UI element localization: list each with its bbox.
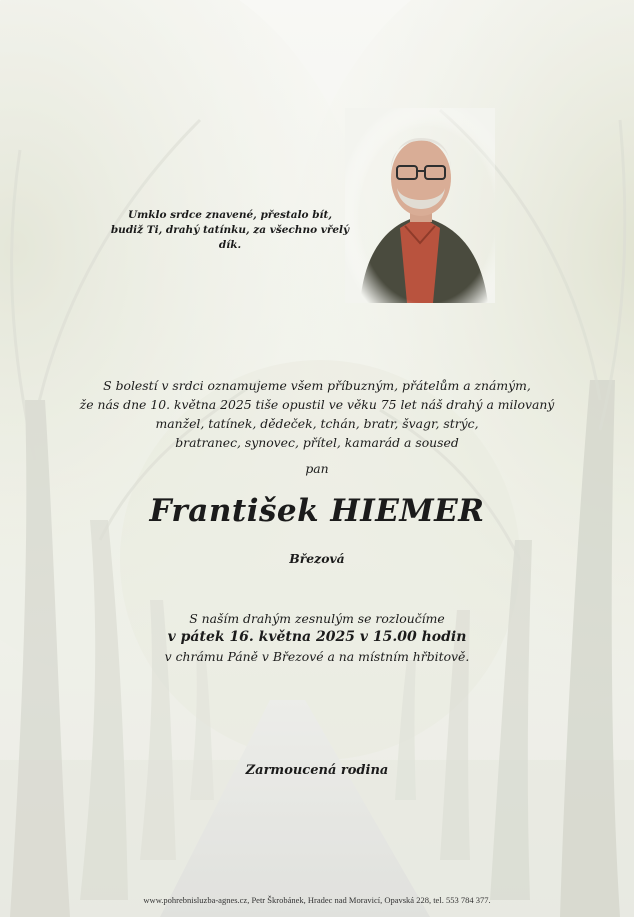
quote-line-1: Umklo srdce znavené, přestalo bít, bbox=[127, 209, 333, 221]
deceased-name: František HIEMER bbox=[149, 493, 485, 529]
portrait-photo bbox=[345, 108, 495, 303]
announcement-text bbox=[60, 376, 574, 452]
quote-line-2: budiž Ti, drahý tatínku, za všechno vřelý dík. bbox=[110, 224, 350, 251]
title-word: pan bbox=[305, 461, 329, 476]
funeral-details bbox=[60, 609, 574, 666]
funeral-date-time: v pátek 16. května 2025 v 15.00 hodin bbox=[167, 629, 467, 645]
intro-line-4: bratranec, synovec, přítel, kamarád a soused bbox=[175, 435, 459, 450]
memorial-quote bbox=[110, 208, 350, 253]
intro-line-3: manžel, tatínek, dědeček, tchán, bratr, švagr, strýc, bbox=[155, 416, 479, 431]
residence-place: Březová bbox=[289, 551, 345, 566]
intro-line-1: S bolestí v srdci oznamujeme všem příbuzným, přátelům a známým, bbox=[103, 378, 531, 393]
funeral-service-footer: www.pohrebnisluzba-agnes.cz, Petr Škrobánek, Hradec nad Moravicí, Opavská 228, tel. 553 784 377. bbox=[143, 895, 491, 905]
funeral-location: v chrámu Páně v Březové a na místním hřbitově. bbox=[164, 649, 470, 664]
intro-line-2: že nás dne 10. května 2025 tiše opustil ve věku 75 let náš drahý a milovaný bbox=[79, 397, 555, 412]
family-signature: Zarmoucená rodina bbox=[245, 763, 389, 778]
funeral-line-1: S naším drahým zesnulým se rozloučíme bbox=[189, 611, 445, 626]
